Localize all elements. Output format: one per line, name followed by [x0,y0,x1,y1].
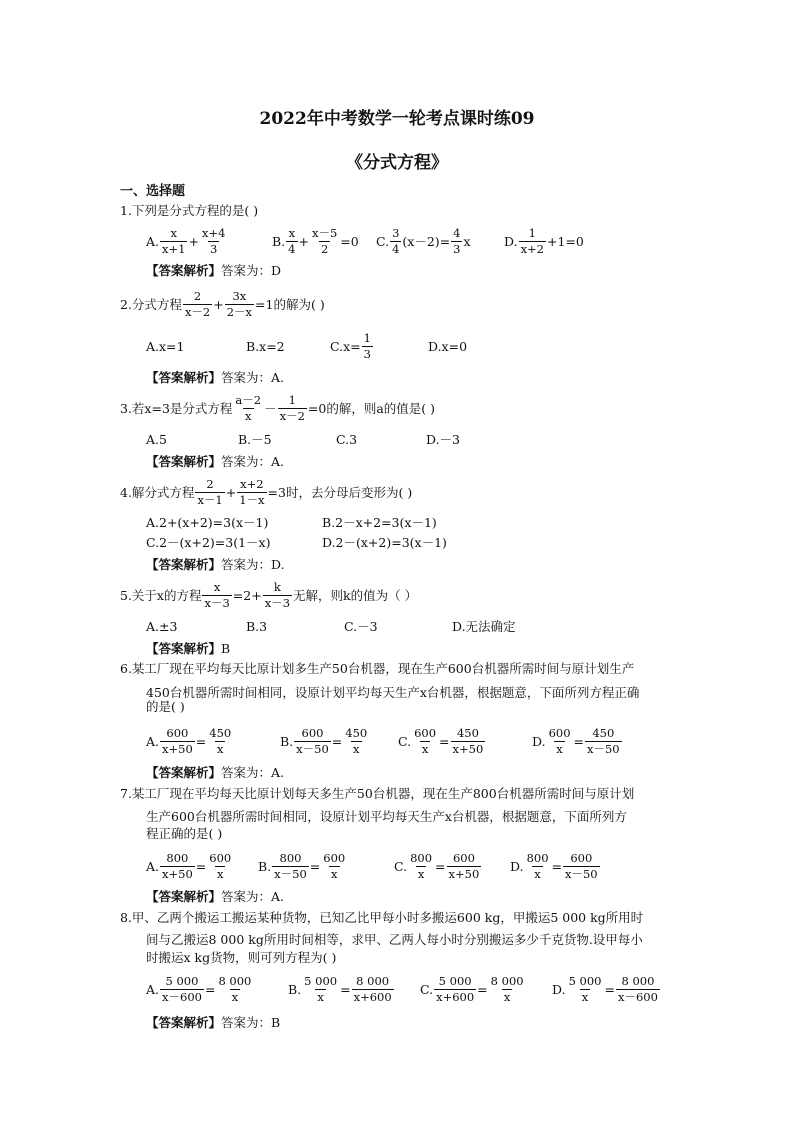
q5-option-d: D.无法确定 [452,619,516,634]
document-subtitle: 《分式方程》 [346,153,448,173]
q6-answer: 【答案解析】 答案为：A. [146,765,285,780]
question-8-line-3: 时搬运x kg货物，则可列方程为( ) [146,950,337,965]
q4-option-b: B.2－x+2=3(x－1) [322,515,437,530]
q5-answer: 【答案解析】 B [146,640,231,656]
question-5-stem: 5.关于x的方程 $\frac{x}{x-3}$ =2+ $\frac{k}{x-3}$ 无解，则k的值为（ ） [120,579,418,610]
q7-option-b: B. $\frac{800}{x-50}$ = $\frac{600}{x}$ [258,850,346,881]
question-7-line-1: 7.某工厂现在平均每天比原计划每天多生产50台机器，现在生产800台机器所需时间与原计划 [120,786,635,801]
question-4-stem: 4.解分式方程 $\frac{2}{x-1}$ + $\frac{x+2}{1-x}$ =3时，去分母后变形为( ) [120,476,413,507]
q8-option-b: B. $\frac{5 000}{x}$ = $\frac{8 000}{x+600}$ [288,973,392,1004]
q4-option-c: C.2－(x+2)=3(1－x) [146,535,271,550]
q6-option-b: B. $\frac{600}{x-50}$ = $\frac{450}{x}$ [280,725,368,756]
q4-option-d: D.2－(x+2)=3(x－1) [322,535,447,550]
section-heading: 一、选择题 [120,184,186,199]
q8-option-d: D. $\frac{5 000}{x}$ = $\frac{8 000}{x-600}$ [552,973,658,1004]
q8-option-c: C. $\frac{5 000}{x+600}$ = $\frac{8 000}{x}$ [420,973,524,1004]
q3-answer: 【答案解析】 答案为：A. [146,454,285,469]
q6-option-a: A. $\frac{600}{x+50}$ = $\frac{450}{x}$ [146,725,232,756]
q1-option-b: B. $\frac{x}{4}$ + $\frac{x-5}{2}$ =0 [272,225,359,256]
q1-option-d: D. $\frac{1}{x+2}$ +1=0 [504,225,584,256]
question-2-stem: 2.分式方程 $\frac{2}{x-2}$ + $\frac{3x}{2-x}$ =1的解为( ) [120,288,325,319]
q2-option-b: B.x=2 [246,338,285,354]
question-6-line-1: 6.某工厂现在平均每天比原计划多生产50台机器，现在生产600台机器所需时间与原计划生产 [120,661,635,676]
question-3-stem: 3.若x=3是分式方程 $\frac{a-2}{x}$ － $\frac{1}{x-2}$ =0的解，则a的值是( ) [120,392,436,423]
q8-option-a: A. $\frac{5 000}{x-600}$ = $\frac{8 000}{x}$ [146,973,252,1004]
q8-answer: 【答案解析】 答案为：B [146,1015,281,1030]
q4-answer: 【答案解析】 答案为：D. [146,557,285,572]
document-title: 2022年中考数学一轮考点课时练09 [259,109,535,129]
q6-option-c: C. $\frac{600}{x}$ = $\frac{450}{x+50}$ [398,725,484,756]
question-6-line-3: 的是( ) [146,699,185,714]
q7-answer: 【答案解析】 答案为：A. [146,889,285,904]
q1-option-c: C. $\frac{3}{4}$ (x－2)= $\frac{4}{3}$ x [376,225,471,256]
q3-option-d: D.－3 [426,432,461,447]
question-1-stem: 1.下列是分式方程的是( ) [120,203,259,218]
q2-option-a: A.x=1 [146,338,185,354]
q2-option-d: D.x=0 [428,338,468,354]
q6-option-d: D. $\frac{600}{x}$ = $\frac{450}{x-50}$ [532,725,620,756]
q5-option-a: A.±3 [146,618,178,634]
question-6-line-2: 450台机器所需时间相同，设原计划平均每天生产x台机器，根据题意，下面所列方程正确 [146,685,640,700]
q2-answer: 【答案解析】 答案为：A. [146,370,285,385]
q1-option-a: A. $\frac{x}{x+1}$ + $\frac{x+4}{3}$ [146,225,226,256]
question-8-line-2: 间与乙搬运8 000 kg所用时间相等，求甲、乙两人每小时分别搬运多少千克货物.设甲每小 [146,932,643,947]
q1-answer: 【答案解析】 答案为：D [146,263,282,278]
q3-option-b: B.－5 [238,432,272,447]
q5-option-c: C.－3 [344,619,378,634]
q4-option-a: A.2+(x+2)=3(x－1) [146,515,269,530]
q7-option-c: C. $\frac{800}{x}$ = $\frac{600}{x+50}$ [394,850,480,881]
question-8-line-1: 8.甲、乙两个搬运工搬运某种货物，已知乙比甲每小时多搬运600 kg，甲搬运5 000 kg所用时 [120,910,644,925]
option-label: A. [146,233,160,249]
q7-option-a: A. $\frac{800}{x+50}$ = $\frac{600}{x}$ [146,850,232,881]
q3-option-c: C.3 [336,431,358,447]
q5-option-b: B.3 [246,618,268,634]
q2-option-c: C.x= $\frac{1}{3}$ [330,330,371,361]
question-7-line-2: 生产600台机器所需时间相同，设原计划平均每天生产x台机器，根据题意，下面所列方 [146,809,627,824]
q7-option-d: D. $\frac{800}{x}$ = $\frac{600}{x-50}$ [510,850,598,881]
question-7-line-3: 程正确的是( ) [146,826,223,841]
q3-option-a: A.5 [146,431,167,447]
